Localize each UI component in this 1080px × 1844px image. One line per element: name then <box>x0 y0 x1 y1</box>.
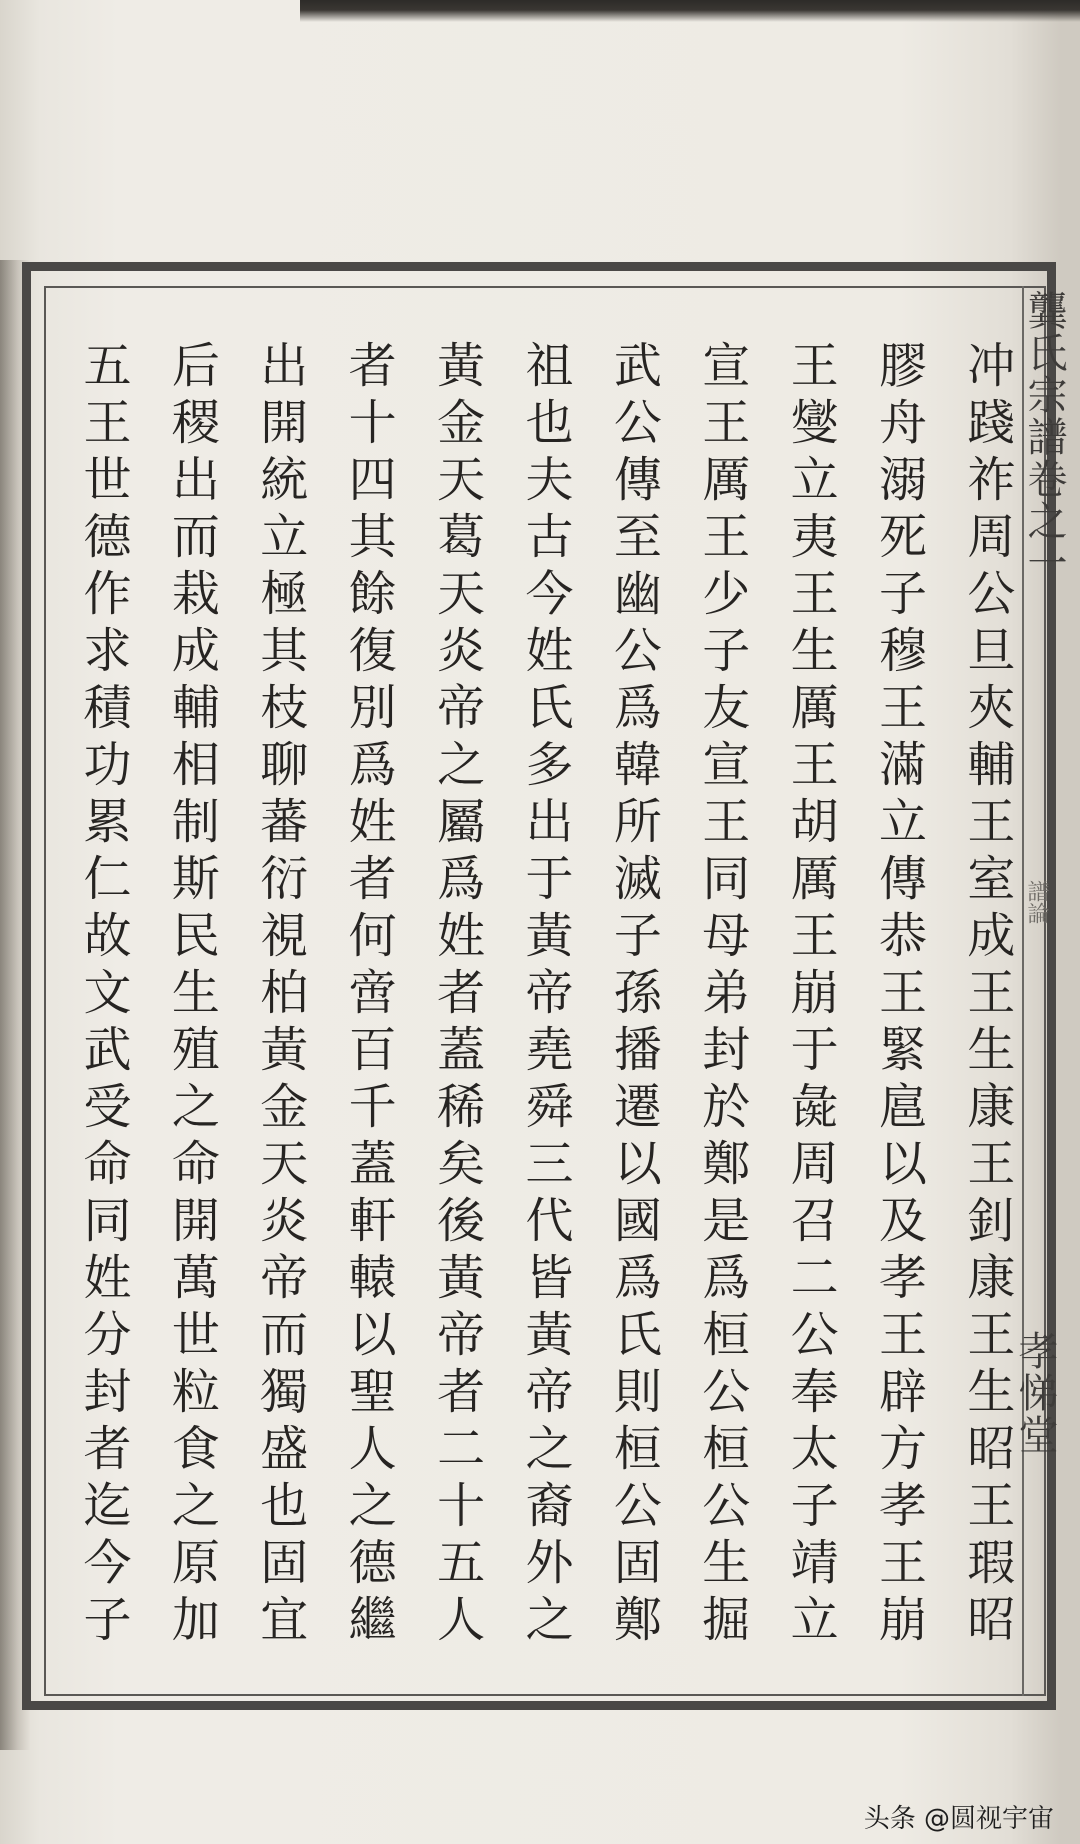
source-watermark: 头条 @圆视宇宙 <box>863 1804 1054 1834</box>
text-column-1: 冲踐祚周公旦夾輔王室成王生康王釗康王生昭王瑕昭 <box>958 340 1015 1651</box>
text-column-4: 宣王厲王少子友宣王同母弟封於鄭是爲桓公桓公生掘 <box>693 340 750 1651</box>
page-top-shadow <box>300 0 1080 22</box>
text-column-8: 者十四其餘復別爲姓者何啻百千蓋軒轅以聖人之德繼 <box>340 340 397 1651</box>
text-column-10: 后稷出而栽成輔相制斯民生殖之命開萬世粒食之原加 <box>163 340 220 1651</box>
banxin-section: 譜論 <box>1024 880 1049 924</box>
text-column-3: 王燮立夷王生厲王胡厲王崩于彘周召二公奉太子靖立 <box>782 340 839 1651</box>
text-column-9: 出開統立極其枝聊蕃衍視柏黃金天炎帝而獨盛也固宜 <box>251 340 308 1651</box>
text-column-2: 膠舟溺死子穆王滿立傳恭王緊扈以及孝王辟方孝王崩 <box>870 340 927 1651</box>
text-column-5: 武公傳至幽公爲韓所滅子孫播遷以國爲氏則桓公固鄭 <box>605 340 662 1651</box>
text-column-7: 黃金天葛天炎帝之屬爲姓者蓋稀矣後黃帝者二十五人 <box>428 340 485 1651</box>
text-column-6: 祖也夫古今姓氏多出于黃帝堯舜三代皆黃帝之裔外之 <box>516 340 573 1651</box>
banxin-hall-name: 孝悌堂 <box>1012 1330 1058 1456</box>
banxin-title <box>1021 290 1067 584</box>
banxin-volume: 卷之一 <box>1021 458 1067 584</box>
text-column-11: 五王世德作求積功累仁故文武受命同姓分封者迄今子 <box>75 340 131 1651</box>
banxin-book-title: 龔氏宗譜 <box>1021 290 1067 458</box>
vertical-text-block <box>70 340 1020 1670</box>
